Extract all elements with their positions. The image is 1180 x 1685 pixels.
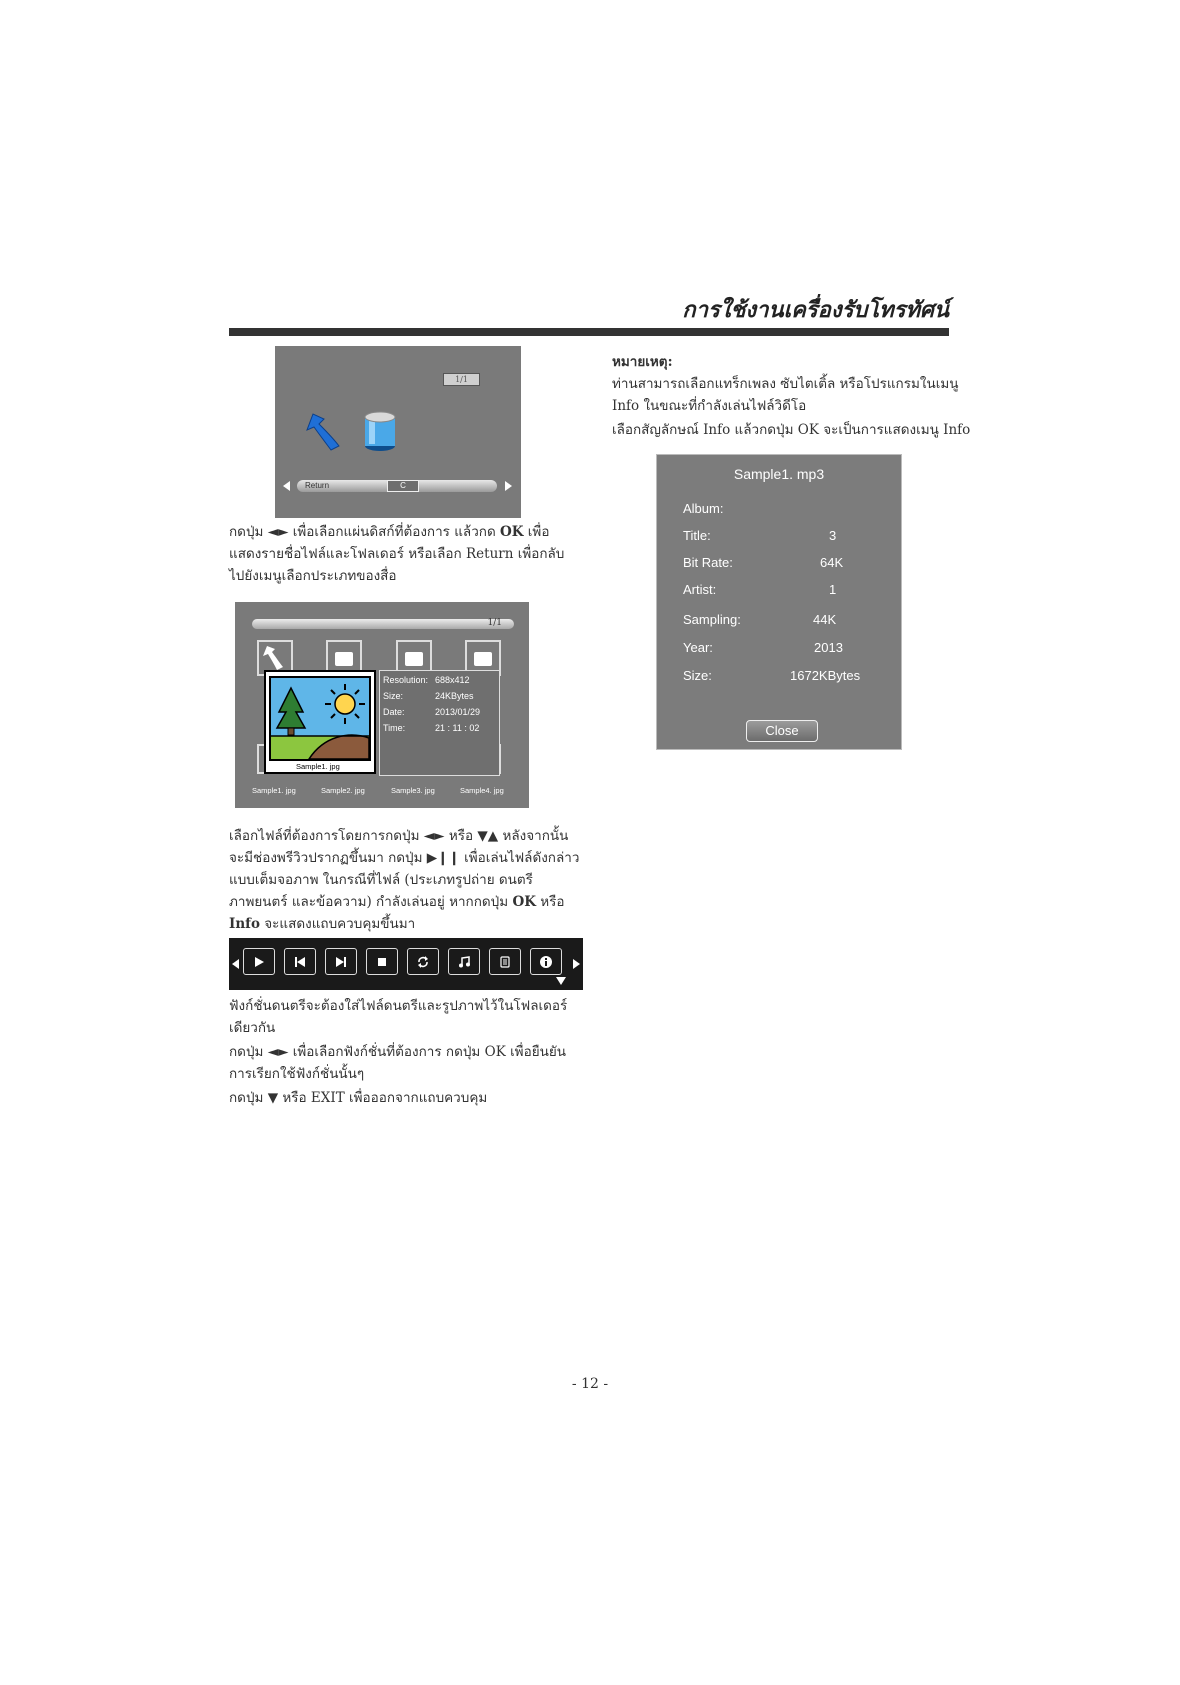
music-button (448, 948, 480, 975)
note-title: หมายเหตุ: (612, 354, 673, 370)
scroll-right-arrow-icon (573, 959, 580, 969)
resolution-value: 688x412 (435, 675, 470, 685)
file-label: Sample4. jpg (460, 786, 504, 795)
playlist-button (489, 948, 521, 975)
disk-drive-icon (363, 410, 397, 452)
size-label: Size: (683, 668, 712, 683)
time-label: Time: (383, 723, 406, 733)
size-value: 1672KBytes (790, 668, 861, 683)
image-preview-window (264, 670, 376, 774)
scroll-left-arrow-icon (232, 959, 239, 969)
artist-value: 1 (829, 582, 837, 597)
selected-source-option: C (387, 480, 419, 492)
year-label: Year: (683, 640, 713, 655)
next-button (325, 948, 357, 975)
return-arrow-icon (305, 410, 345, 454)
size-value: 24KBytes (435, 691, 474, 701)
landscape-image-icon (269, 676, 371, 761)
preview-caption: Sample1. jpg (296, 762, 340, 771)
title-label: Title: (683, 528, 711, 543)
stop-button (366, 948, 398, 975)
pager-indicator: 1/1 (487, 618, 502, 628)
info-icon (539, 955, 553, 969)
page-number: - 12 - (571, 1376, 609, 1392)
time-value: 21 : 11 : 02 (435, 723, 480, 733)
year-value: 2013 (814, 640, 843, 655)
scroll-left-arrow-icon (283, 481, 290, 491)
date-label: Date: (383, 707, 405, 717)
bitrate-value: 64K (820, 555, 844, 570)
scroll-right-arrow-icon (505, 481, 512, 491)
file-browser-topbar (252, 619, 514, 629)
pager-indicator: 1/1 (443, 373, 480, 386)
file-browser-screenshot (235, 602, 529, 808)
instruction-paragraph-3: ฟังก์ชั่นดนตรีจะต้องใส่ไฟล์ดนตรีและรูปภาพไว้ในโฟลเดอร์ เดียวกัน กดปุ่ม ◄► เพื่อเลือกฟังก์ชั่นที่ต้องการ กดปุ่ม OK เพื่อยืนยัน การเรียกใช้ฟังก์ชั่นนั้นๆ กดปุ่ม ▼ หรือ EXIT เพื่อออกจากแถบควบคุม (229, 998, 568, 1106)
down-arrow-icon (556, 977, 566, 985)
music-icon (457, 955, 471, 969)
close-button: Close (746, 720, 818, 742)
play-icon (252, 955, 266, 969)
repeat-icon (416, 955, 430, 969)
date-value: 2013/01/29 (435, 707, 481, 717)
next-icon (334, 955, 348, 969)
resolution-label: Resolution: (383, 675, 429, 685)
size-label: Size: (383, 691, 404, 701)
sampling-value: 44K (813, 612, 837, 627)
file-label: Sample3. jpg (391, 786, 435, 795)
info-button (530, 948, 562, 975)
instruction-paragraph-2: เลือกไฟล์ที่ต้องการโดยการกดปุ่ม ◄► หรือ ▼▲ หลังจากนั้น จะมีช่องพรีวิวปรากฏขึ้นมา กดปุ่ม ▶❙❙ เพื่อเล่นไฟล์ดังกล่าว แบบเต็มจอภาพ ในกรณีที่ไฟล์ (ประเภทรูปถ่าย ดนตรี ภาพยนตร์ และข้อความ) กำลังเล่นอยู่ หากกดปุ่ม OK หรือ Info จะแสดงแถบควบคุมขึ้นมา (229, 828, 580, 932)
bitrate-label: Bit Rate: (683, 555, 733, 570)
header-rule (229, 328, 949, 336)
previous-icon (293, 955, 307, 969)
play-button (243, 948, 275, 975)
instruction-paragraph-1: กดปุ่ม ◄► เพื่อเลือกแผ่นดิสก์ที่ต้องการ แล้วกด OK เพื่อ แสดงรายชื่อไฟล์และโฟลเดอร์ หรือเลือก Return เพื่อกลับ ไปยังเมนูเลือกประเภทของสื่อ (229, 524, 565, 584)
file-info-panel (379, 670, 500, 776)
music-info-dialog (656, 454, 902, 750)
source-selection-bar (297, 480, 497, 492)
file-label: Sample2. jpg (321, 786, 365, 795)
media-source-screenshot (275, 346, 521, 518)
stop-icon (375, 955, 389, 969)
playback-control-bar (229, 938, 583, 990)
note-section: หมายเหตุ: ท่านสามารถเลือกแทร็กเพลง ซับไตเติ้ล หรือโปรแกรมในเมนู Info ในขณะที่กำลังเล่นไฟล์วิดีโอ เลือกสัญลักษณ์ Info แล้วกดปุ่ม OK จะเป็นการแสดงเมนู Info (612, 354, 971, 438)
playlist-icon (498, 955, 512, 969)
file-label: Sample1. jpg (252, 786, 296, 795)
artist-label: Artist: (683, 582, 717, 597)
previous-button (284, 948, 316, 975)
return-option: Return (305, 481, 330, 490)
album-label: Album: (683, 501, 724, 516)
repeat-button (407, 948, 439, 975)
music-file-title: Sample1. mp3 (733, 466, 825, 482)
title-value: 3 (829, 528, 837, 543)
sampling-label: Sampling: (683, 612, 741, 627)
page-header-title: การใช้งานเครื่องรับโทรทัศน์ (682, 298, 949, 323)
